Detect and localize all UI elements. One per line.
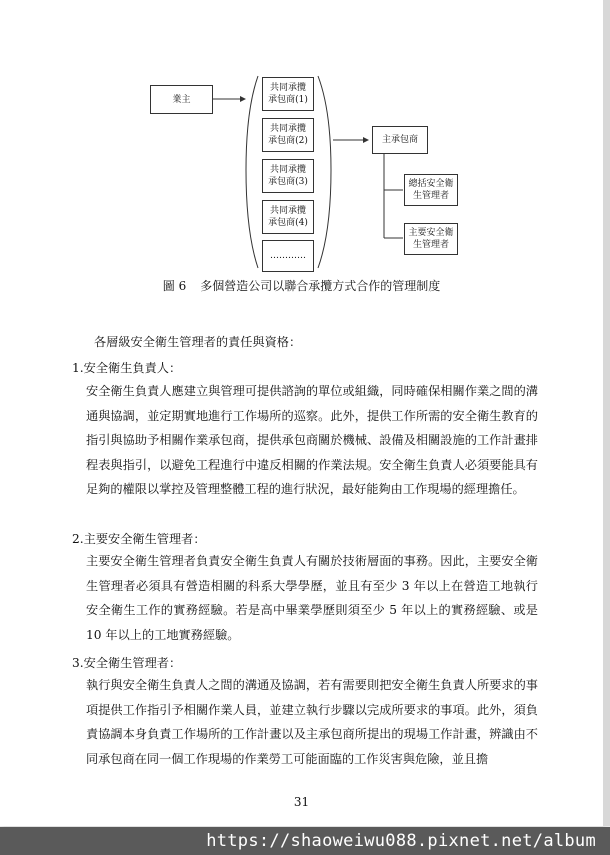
page-shadow	[603, 0, 610, 826]
figure-title: 多個營造公司以聯合承攬方式合作的管理制度	[200, 279, 441, 293]
owner-label: 業主	[172, 94, 191, 105]
joint-contractor-label: 共同承攬 承包商(1)	[268, 83, 308, 105]
owner-box	[150, 85, 213, 114]
joint-contractor-box-2	[262, 118, 314, 152]
joint-contractor-box-1	[262, 77, 314, 111]
joint-contractor-box-4	[262, 200, 314, 234]
main-contractor-label: 主承包商	[381, 135, 418, 145]
section-2-heading: 2.主要安全衛生管理者：	[72, 532, 206, 546]
joint-contractor-box-more	[262, 240, 314, 272]
arrow-owner-head	[240, 96, 246, 102]
section-1-body: 安全衛生負責人應建立與管理可提供諮詢的單位或組織，同時確保相關作業之間的溝通與協調，並定期實地進行工作場所的巡察。此外，提供工作所需的安全衛生教育的指引與協助予相關作業承包商，提供承包商關於機械、設備及相關設施的工作計畫排程表與指引，以避免工程進行中違反相關的作業法規。安全衛生負責人必須要能具有足夠的權限以掌控及管理整體工程的進行狀況，最好能夠由工作現場的經理擔任。	[86, 384, 538, 496]
main-contractor-box	[372, 126, 428, 154]
joint-contractor-box-3	[262, 159, 314, 193]
general-manager-box	[404, 174, 458, 206]
intro-text: 各層級安全衛生管理者的責任與資格：	[94, 335, 302, 349]
main-manager-box	[404, 223, 458, 255]
main-manager-label: 主要安全衛 生管理者	[408, 228, 454, 250]
figure-caption	[0, 277, 603, 294]
section-2-body: 主要安全衛生管理者負責安全衛生負責人有關於技術層面的事務。因此，主要安全衛生管理者必須具有營造相關的科系大學學歷，並且有至少 3 年以上在營造工地執行安全衛生工作的實務經驗。若是高中畢業學歷則須至少 5 年以上的實務經驗、或是 10 年以上的工地實務經驗。	[86, 554, 538, 642]
page-number: 31	[293, 795, 310, 809]
section-3-body: 執行與安全衛生負責人之間的溝通及協調，若有需要則把安全衛生負責人所要求的事項提供工作指引予相關作業人員，並建立執行步驟以完成所要求的事項。此外，須負責協調本身負責工作場所的工作計畫以及主承包商所提出的現場工作計畫，辨識由不同承包商在同一個工作現場的作業勞工可能面臨的工作災害與危險，並且擔	[86, 678, 538, 766]
left-bracket	[246, 76, 258, 268]
general-manager-label: 總括安全衛 生管理者	[408, 179, 454, 201]
joint-contractor-label: 共同承攬 承包商(2)	[268, 124, 308, 146]
right-bracket	[318, 76, 331, 268]
joint-contractor-ellipsis: …………	[270, 251, 306, 261]
joint-contractor-label: 共同承攬 承包商(4)	[268, 206, 308, 228]
section-3-heading: 3.安全衛生管理者：	[72, 656, 182, 670]
arrow-main-head	[363, 137, 369, 143]
joint-contractor-label: 共同承攬 承包商(3)	[268, 165, 308, 187]
section-1-heading: 1.安全衛生負責人：	[72, 361, 182, 375]
watermark-url: https://shaoweiwu088.pixnet.net/album	[0, 827, 610, 855]
figure-number: 圖 6	[162, 279, 187, 293]
